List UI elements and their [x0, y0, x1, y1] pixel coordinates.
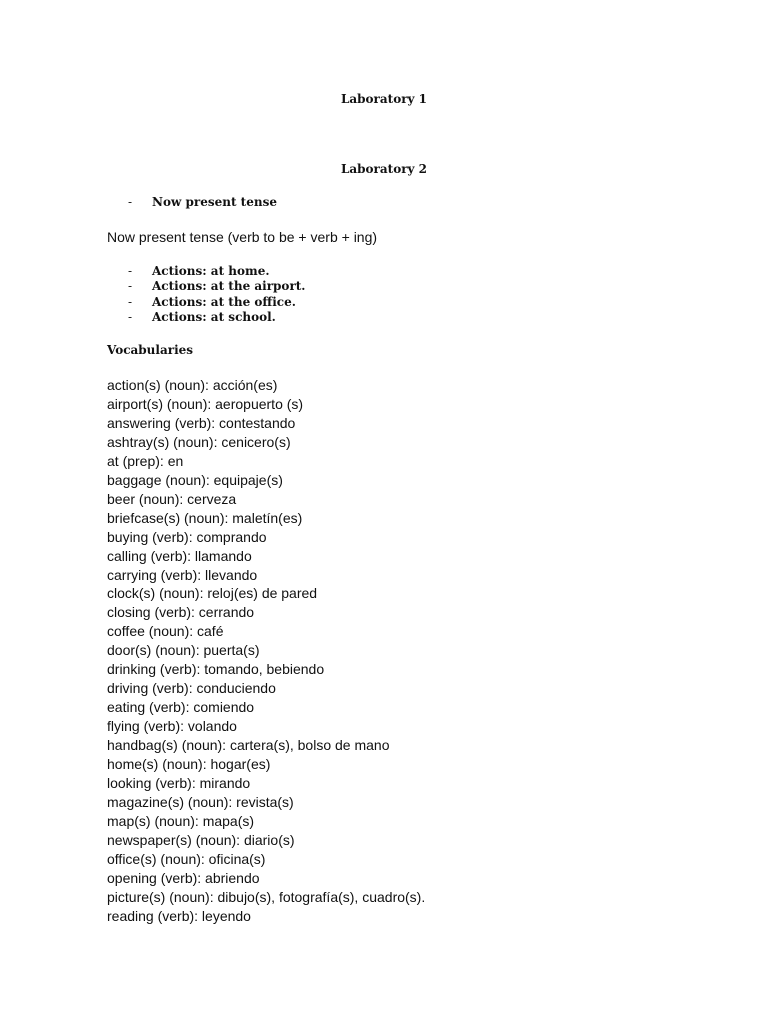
- list-item: clock(s) (noun): reloj(es) de pared: [107, 585, 318, 602]
- list-item: ashtray(s) (noun): cenicero(s): [107, 433, 291, 450]
- list-item: handbag(s) (noun): cartera(s), bolso de mano: [107, 737, 390, 754]
- action-text: Actions: at home.: [152, 264, 270, 278]
- list-item: carrying (verb): llevando: [107, 566, 258, 583]
- list-item: map(s) (noun): mapa(s): [107, 812, 255, 829]
- list-item: beer (noun): cerveza: [107, 490, 237, 507]
- vocabularies-heading: Vocabularies: [107, 343, 194, 357]
- action-text: Actions: at the office.: [152, 294, 296, 309]
- list-item: airport(s) (noun): aeropuerto (s): [107, 395, 304, 412]
- list-item: [128, 295, 305, 310]
- heading-laboratory-1: Laboratory 1: [340, 92, 428, 106]
- list-item: answering (verb): contestando: [107, 414, 296, 431]
- list-item: baggage (noun): equipaje(s): [107, 471, 283, 488]
- bullet-dash: -: [128, 309, 133, 324]
- list-item: eating (verb): comiendo: [107, 699, 255, 716]
- topic-bullet: [128, 195, 277, 210]
- bullet-dash: -: [128, 294, 133, 309]
- action-text: Actions: at school.: [152, 309, 276, 324]
- actions-list: [128, 264, 305, 325]
- heading-laboratory-2: Laboratory 2: [340, 162, 428, 176]
- bullet-dash: -: [128, 279, 133, 294]
- topic-bullet-text: Now present tense: [152, 195, 277, 209]
- list-item: office(s) (noun): oficina(s): [107, 850, 266, 867]
- list-item: [128, 264, 305, 279]
- bullet-dash: -: [128, 264, 133, 278]
- vocabulary-list: [107, 376, 425, 926]
- list-item: picture(s) (noun): dibujo(s), fotografía(s), cuadro(s).: [107, 888, 426, 905]
- action-text: Actions: at the airport.: [152, 279, 306, 294]
- list-item: buying (verb): comprando: [107, 528, 267, 545]
- list-item: briefcase(s) (noun): maletín(es): [107, 509, 303, 526]
- list-item: driving (verb): conduciendo: [107, 680, 276, 697]
- list-item: flying (verb): volando: [107, 718, 237, 735]
- list-item: magazine(s) (noun): revista(s): [107, 793, 294, 810]
- list-item: reading (verb): leyendo: [107, 907, 251, 924]
- list-item: coffee (noun): café: [107, 623, 224, 640]
- list-item: newspaper(s) (noun): diario(s): [107, 831, 295, 848]
- bullet-dash: -: [128, 195, 133, 209]
- list-item: calling (verb): llamando: [107, 547, 252, 564]
- list-item: home(s) (noun): hogar(es): [107, 756, 271, 773]
- list-item: closing (verb): cerrando: [107, 604, 255, 621]
- list-item: [128, 279, 305, 294]
- list-item: [128, 310, 305, 325]
- list-item: at (prep): en: [107, 452, 184, 469]
- intro-paragraph: Now present tense (verb to be + verb + ing): [107, 229, 378, 245]
- list-item: opening (verb): abriendo: [107, 869, 260, 886]
- list-item: door(s) (noun): puerta(s): [107, 642, 260, 659]
- list-item: action(s) (noun): acción(es): [107, 377, 278, 393]
- list-item: looking (verb): mirando: [107, 775, 251, 792]
- list-item: drinking (verb): tomando, bebiendo: [107, 661, 325, 678]
